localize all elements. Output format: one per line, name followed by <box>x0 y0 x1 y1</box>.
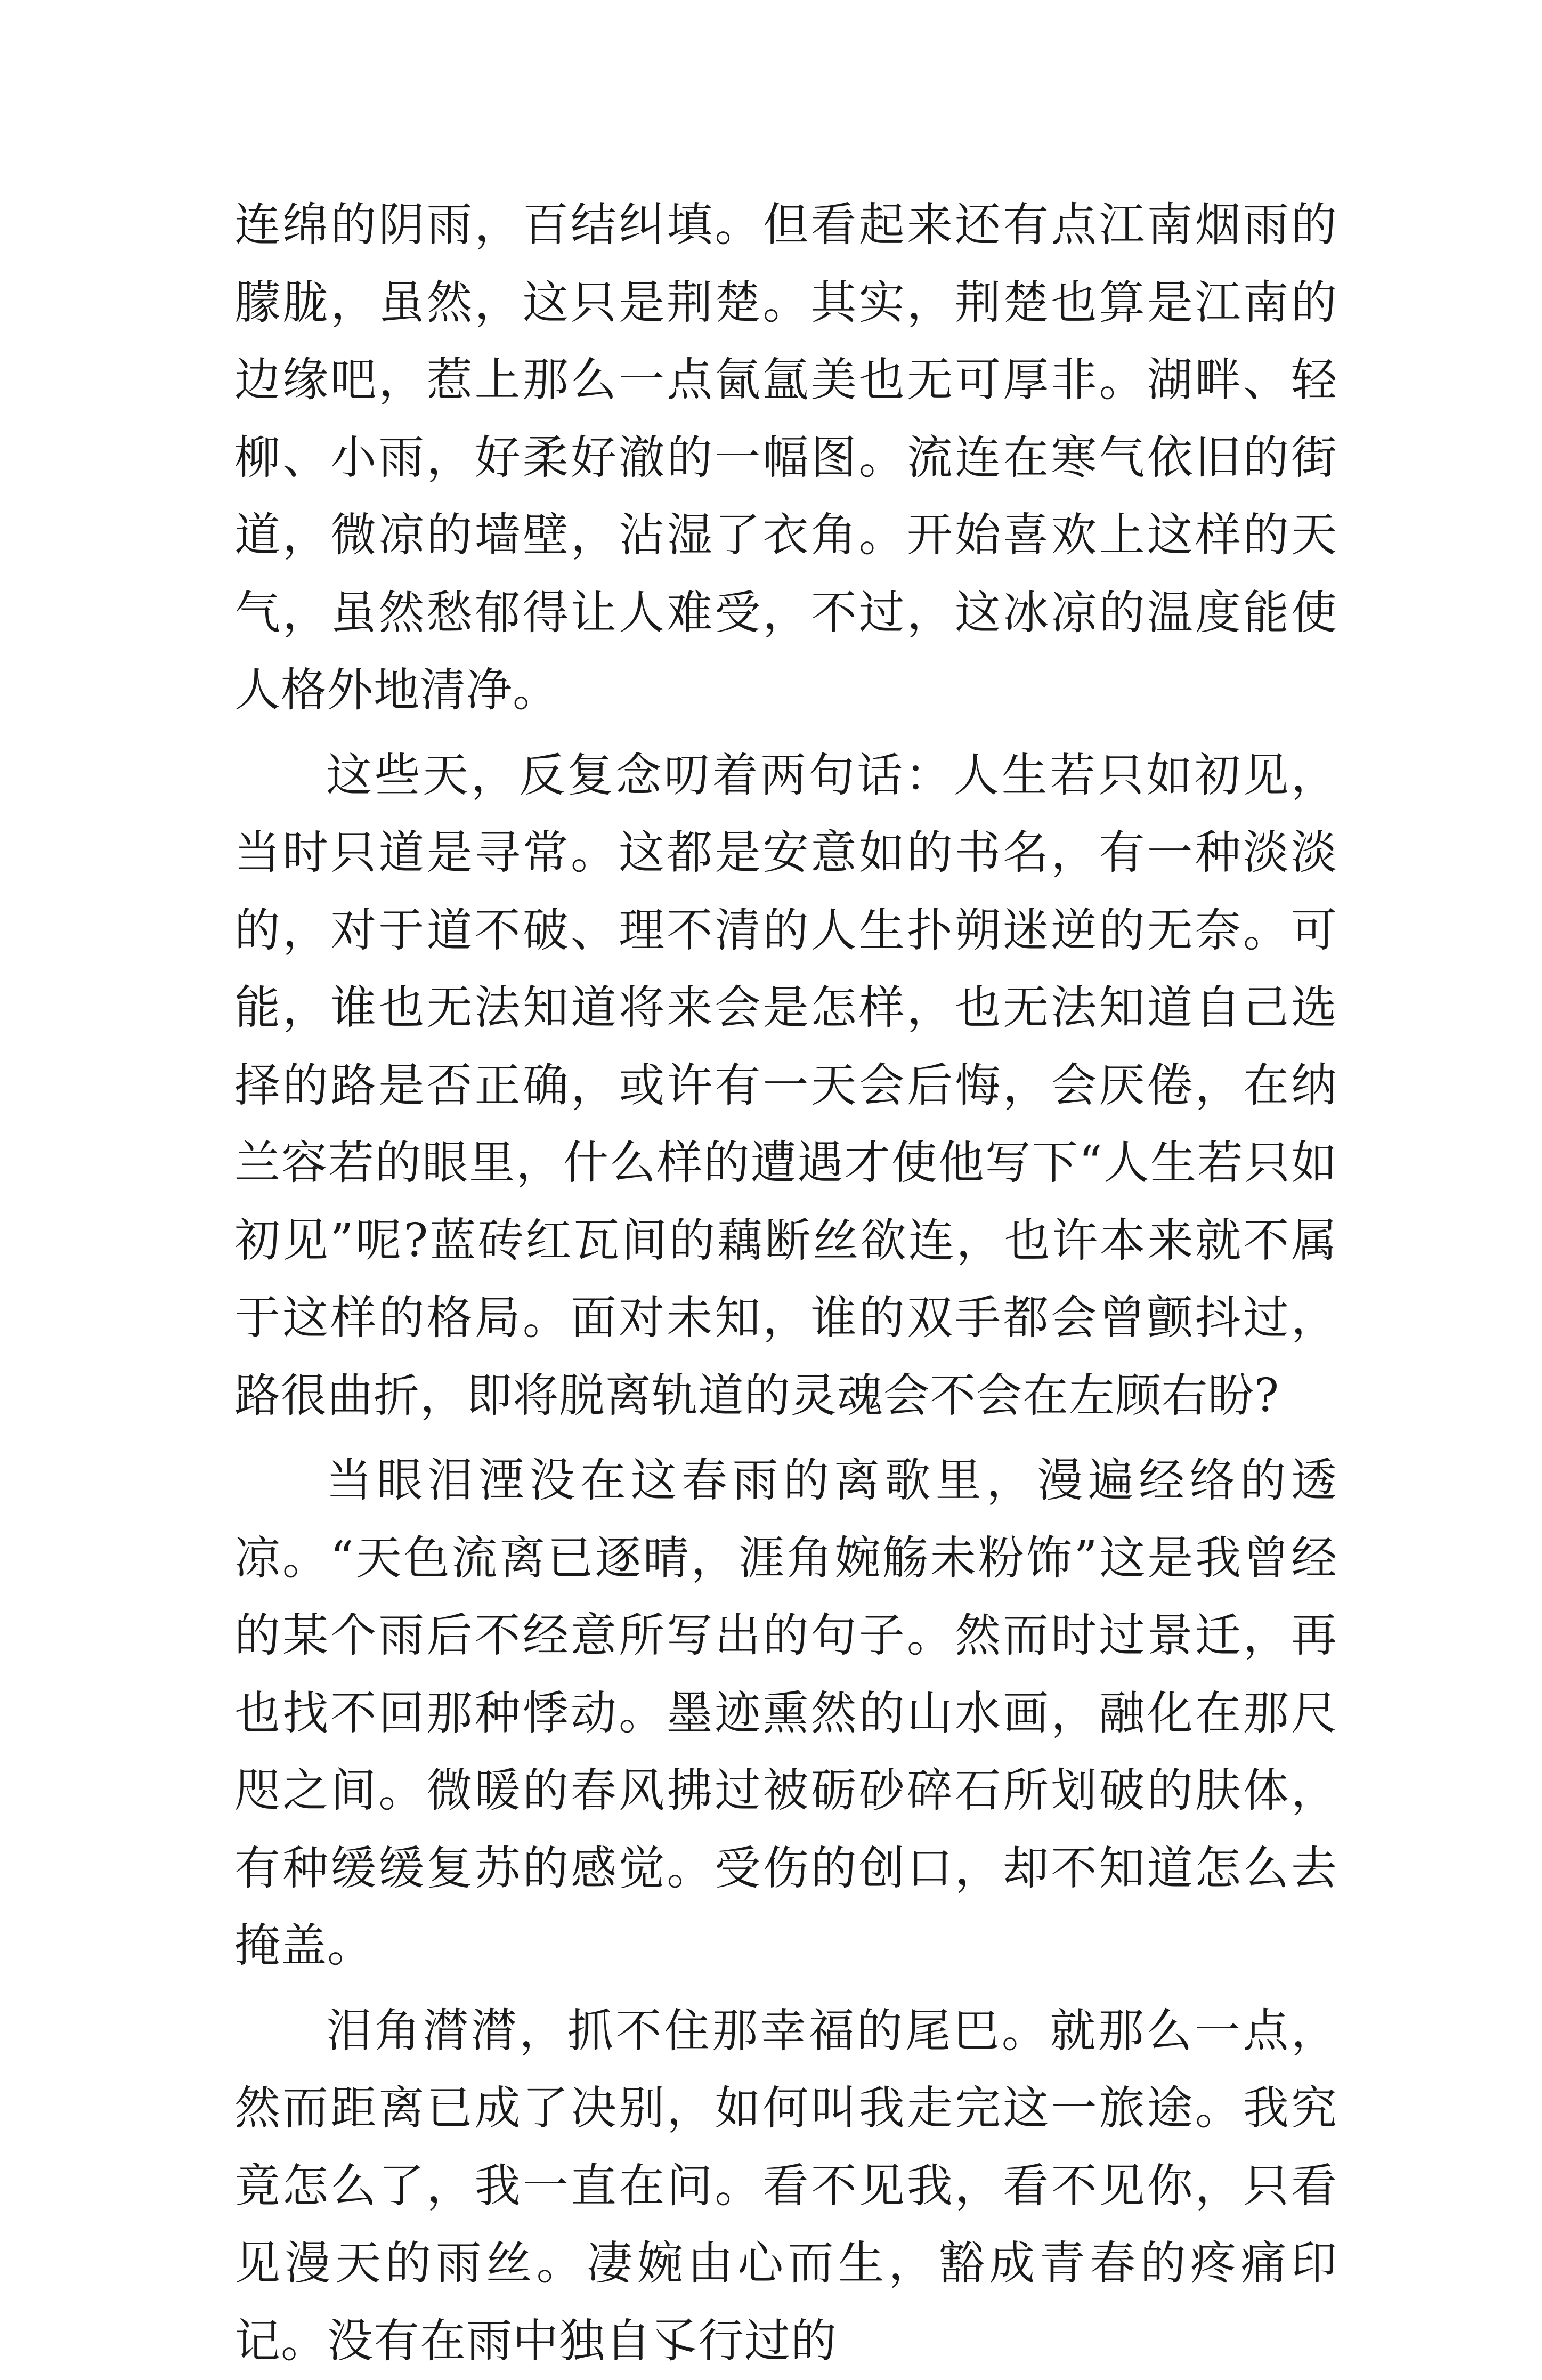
body-text <box>234 187 1337 2380</box>
paragraph-3: 当眼泪湮没在这春雨的离歌里，漫遍经络的透凉。“天色流离已逐晴，涯角婉觞未粉饰”这是我曾经的某个雨后不经意所写出的句子。然而时过景迁，再也找不回那种悸动。墨迹熏然的山水画，融化在那尺咫之间。微暖的春风拂过被砺砂碎石所划破的肤体，有种缓缓复苏的感觉。受伤的创口，却不知道怎么去掩盖。 <box>234 1442 1337 1985</box>
paragraph-2: 这些天，反复念叨着两句话：人生若只如初见，当时只道是寻常。这都是安意如的书名，有一种淡淡的，对于道不破、理不清的人生扑朔迷逆的无奈。可能，谁也无法知道将来会是怎样，也无法知道自己选择的路是否正确，或许有一天会后悔，会厌倦，在纳兰容若的眼里，什么样的遭遇才使他写下“人生若只如初见”呢?蓝砖红瓦间的藕断丝欲连，也许本来就不属于这样的格局。面对未知，谁的双手都会曾颤抖过，路很曲折，即将脱离轨道的灵魂会不会在左顾右盼? <box>234 737 1337 1435</box>
paragraph-1: 连绵的阴雨，百结纠填。但看起来还有点江南烟雨的朦胧，虽然，这只是荆楚。其实，荆楚也算是江南的边缘吧，惹上那么一点氤氲美也无可厚非。湖畔、轻柳、小雨，好柔好澈的一幅图。流连在寒气依旧的街道，微凉的墙壁，沾湿了衣角。开始喜欢上这样的天气，虽然愁郁得让人难受，不过，这冰凉的温度能使人格外地清净。 <box>234 187 1337 730</box>
paragraph-4: 泪角潸潸，抓不住那幸福的尾巴。就那么一点，然而距离已成了决别，如何叫我走完这一旅途。我究竟怎么了，我一直在问。看不见我，看不见你，只看见漫天的雨丝。凄婉由心而生，豁成青春的疼痛印记。没有在雨中独自孓行过的 <box>234 1993 1337 2380</box>
